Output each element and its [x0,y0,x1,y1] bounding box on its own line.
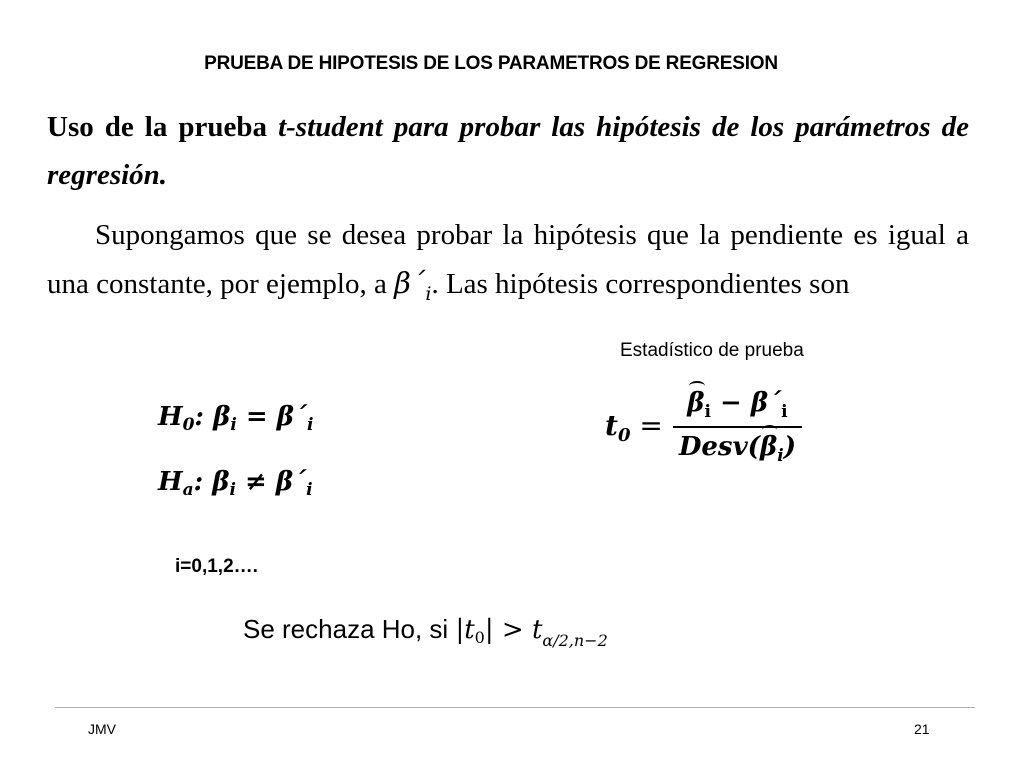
formula-numerator [681,388,793,426]
heading-italic-part: t-student para probar las hipótesis de los parámetros de regresión. [47,111,969,191]
numerator-beta-sub: i [704,402,711,423]
alt-h-sub: a [182,480,194,500]
critical-t-sub: α/2,n−2 [542,631,608,650]
numerator-beta-prime: − β´ [710,388,782,418]
slide-title: PRUEBA DE HIPOTESIS DE LOS PARAMETROS DE REGRESION [204,53,778,74]
beta-prime-symbol: β´ [394,266,426,300]
null-h-sub: 0 [182,415,195,435]
statistic-label: Estadístico de prueba [620,340,804,361]
formula-denominator [673,428,802,466]
body-paragraph [47,211,969,318]
null-hypothesis [158,402,313,435]
alt-beta-sub: i [229,480,236,500]
alt-h: H [158,467,183,497]
rejection-rule [243,614,608,650]
alt-hypothesis [158,467,313,500]
paragraph-part2: . Las hipótesis correspondientes son [431,268,850,300]
null-relation: = β´ [236,402,307,432]
rejection-t-sub: 0 [474,628,485,647]
denominator-beta-sub: i [777,446,784,467]
critical-t: t [531,615,543,645]
formula-t-sub: 0 [617,424,631,446]
beta-prime-sub: i [425,282,432,305]
greater-than: > [493,615,532,645]
denominator-desv: Desv( [678,432,760,463]
null-relation-sub: i [306,415,314,435]
denominator-close: ) [783,432,797,463]
heading-bold-part: Uso de la prueba [47,111,279,143]
abs-open: | [455,615,465,645]
footer-divider [55,707,975,708]
denominator-beta-hat: β [759,432,778,463]
test-statistic-formula [605,388,802,466]
footer-author: JMV [88,721,116,737]
rejection-text: Se rechaza Ho, si [243,614,456,644]
null-beta: : β [194,402,231,432]
null-h: H [158,402,183,432]
numerator-beta-hat: β [687,388,705,418]
index-range: i=0,1,2…. [175,556,258,577]
formula-equals: = [630,408,663,442]
page-number: 21 [914,721,930,737]
alt-beta: : β [193,467,230,497]
numerator-beta-prime-sub: i [781,402,788,423]
alt-relation-sub: i [306,480,313,500]
alt-relation: ≠ β´ [235,467,307,497]
section-heading [47,103,969,199]
formula-t: t [605,408,618,442]
abs-close: | [484,615,494,645]
rejection-t: t [464,615,475,645]
paragraph-part1: Supongamos que se desea probar la hipótesis que la pendiente es igual a una constante, por ejemplo, a [47,219,969,300]
formula-fraction [673,388,802,466]
null-beta-sub: i [230,415,237,435]
